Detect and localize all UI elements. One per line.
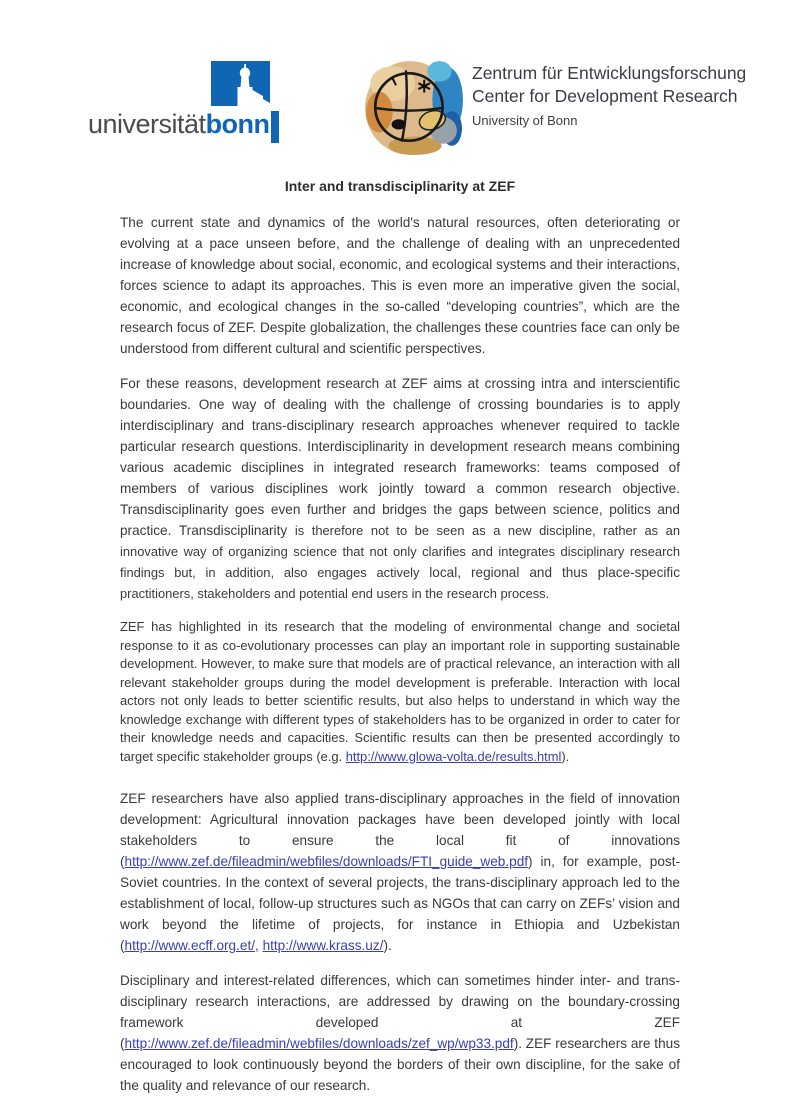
universitaet-text: universität xyxy=(88,109,206,139)
hyperlink[interactable]: http://www.glowa-volta.de/results.html xyxy=(345,748,562,764)
hyperlink[interactable]: http://www.ecff.org.et/, xyxy=(124,938,259,953)
paragraph xyxy=(120,970,680,1096)
page-title: Inter and transdisciplinarity at ZEF xyxy=(284,178,516,194)
header xyxy=(0,55,800,155)
bonn-tower-icon xyxy=(211,61,270,106)
document-body xyxy=(120,212,680,1096)
paragraph xyxy=(120,373,680,604)
text-run: ). ZEF researchers are thus encouraged to look continuously beyond the borders of their own discipline, for the sake of the quality and relevance of our research. xyxy=(120,1036,680,1093)
text-run: ZEF has highlighted in its research that the modeling of environmental change and societal response to it as co-evolutionary processes can play an important role in supporting sustainable development. However, to make sure that models are of practical relevance, an interaction with all relevant stakeholder groups during the model development is preferable. Interaction with local actors not only leads to better scientific results, but also helps to understand in which way the knowledge exchange with different types of stakeholders has to be organized in order to cater for their knowledge needs and capacities. Scientific results can then be presented accordingly to target specific stakeholder groups (e.g. xyxy=(120,619,680,764)
paragraph xyxy=(120,618,680,766)
zef-university-line: University of Bonn xyxy=(472,113,578,128)
university-bonn-wordmark xyxy=(88,106,279,138)
hyperlink[interactable]: http://www.krass.uz/ xyxy=(262,938,384,953)
text-run: ) in, for example, post-Soviet countries. In the context of several projects, the trans-disciplinary approach led to the establishment of local, follow-up structures such as NGOs that can carry on ZEFs’ vision and work beyond the lifetime of projects, for instance in Ethiopia and Uzbekistan ( xyxy=(120,854,680,953)
text-run: ). xyxy=(561,748,570,764)
text-run: For these reasons, development research at ZEF aims at crossing intra and interscientific boundaries. One way of dealing with the challenge of crossing boundaries is to apply interdisciplinary and trans-disciplinary research approaches whenever required to tackle particular research questions. Interdisciplinarity in development research means combining various academic disciplines in integrated research frameworks: teams composed of members of various disciplines work jointly toward a common research objective. Transdisciplinarity goes even further and bridges the gaps between science, politics and practice. Transdisciplinarity xyxy=(120,376,680,538)
hyperlink[interactable]: http://www.zef.de/fileadmin/webfiles/downloads/FTI_guide_web.pdf xyxy=(124,854,529,869)
bonn-text: bonn xyxy=(205,109,270,139)
text-run: The current state and dynamics of the world's natural resources, often deteriorating or evolving at a pace unseen before, and the challenge of dealing with an unprecedented increase of knowledge about social, economic, and ecological systems and their interactions, forces science to adapt its approaches. This is even more an imperative given the social, economic, and ecological changes in the so-called “developing countries”, which are the research focus of ZEF. Despite globalization, the challenges these countries face can only be understood from different cultural and scientific perspectives. xyxy=(120,215,680,356)
bonn-logo-bar xyxy=(271,111,279,143)
document-content xyxy=(120,178,680,1110)
zef-name-english: Center for Development Research xyxy=(472,86,738,106)
zef-name-german: Zentrum für Entwicklungsforschung xyxy=(472,63,747,83)
text-run: practitioners, stakeholders and potential end users in the research process. xyxy=(120,586,550,601)
paragraph xyxy=(120,212,680,359)
hyperlink[interactable]: http://www.zef.de/fileadmin/webfiles/downloads/zef_wp/wp33.pdf xyxy=(124,1036,514,1051)
university-bonn-logo xyxy=(88,61,279,138)
text-run: local, regional and thus place-specific xyxy=(429,565,680,580)
zef-artwork-icon xyxy=(362,55,464,155)
text-run: Disciplinary and interest-related differences, which can sometimes hinder inter- and trans-disciplinary research interactions, are addressed by drawing on the boundary-crossing framework developed at ZEF ( xyxy=(120,973,680,1051)
text-run: ). xyxy=(383,938,392,953)
text-run: is therefore not to be seen as a new discipline, rather as an innovative way of organizing science that not only clarifies and integrates disciplinary research findings but, in addition, also engages actively xyxy=(120,523,680,580)
paragraph xyxy=(120,788,680,956)
zef-logo-text xyxy=(472,55,746,130)
zef-logo xyxy=(362,55,746,155)
text-run: ZEF researchers have also applied trans-disciplinary approaches in the field of innovation development: Agricultural innovation packages have been developed jointly with local stakeholders to ensure the local fit of innovations ( xyxy=(120,791,680,869)
